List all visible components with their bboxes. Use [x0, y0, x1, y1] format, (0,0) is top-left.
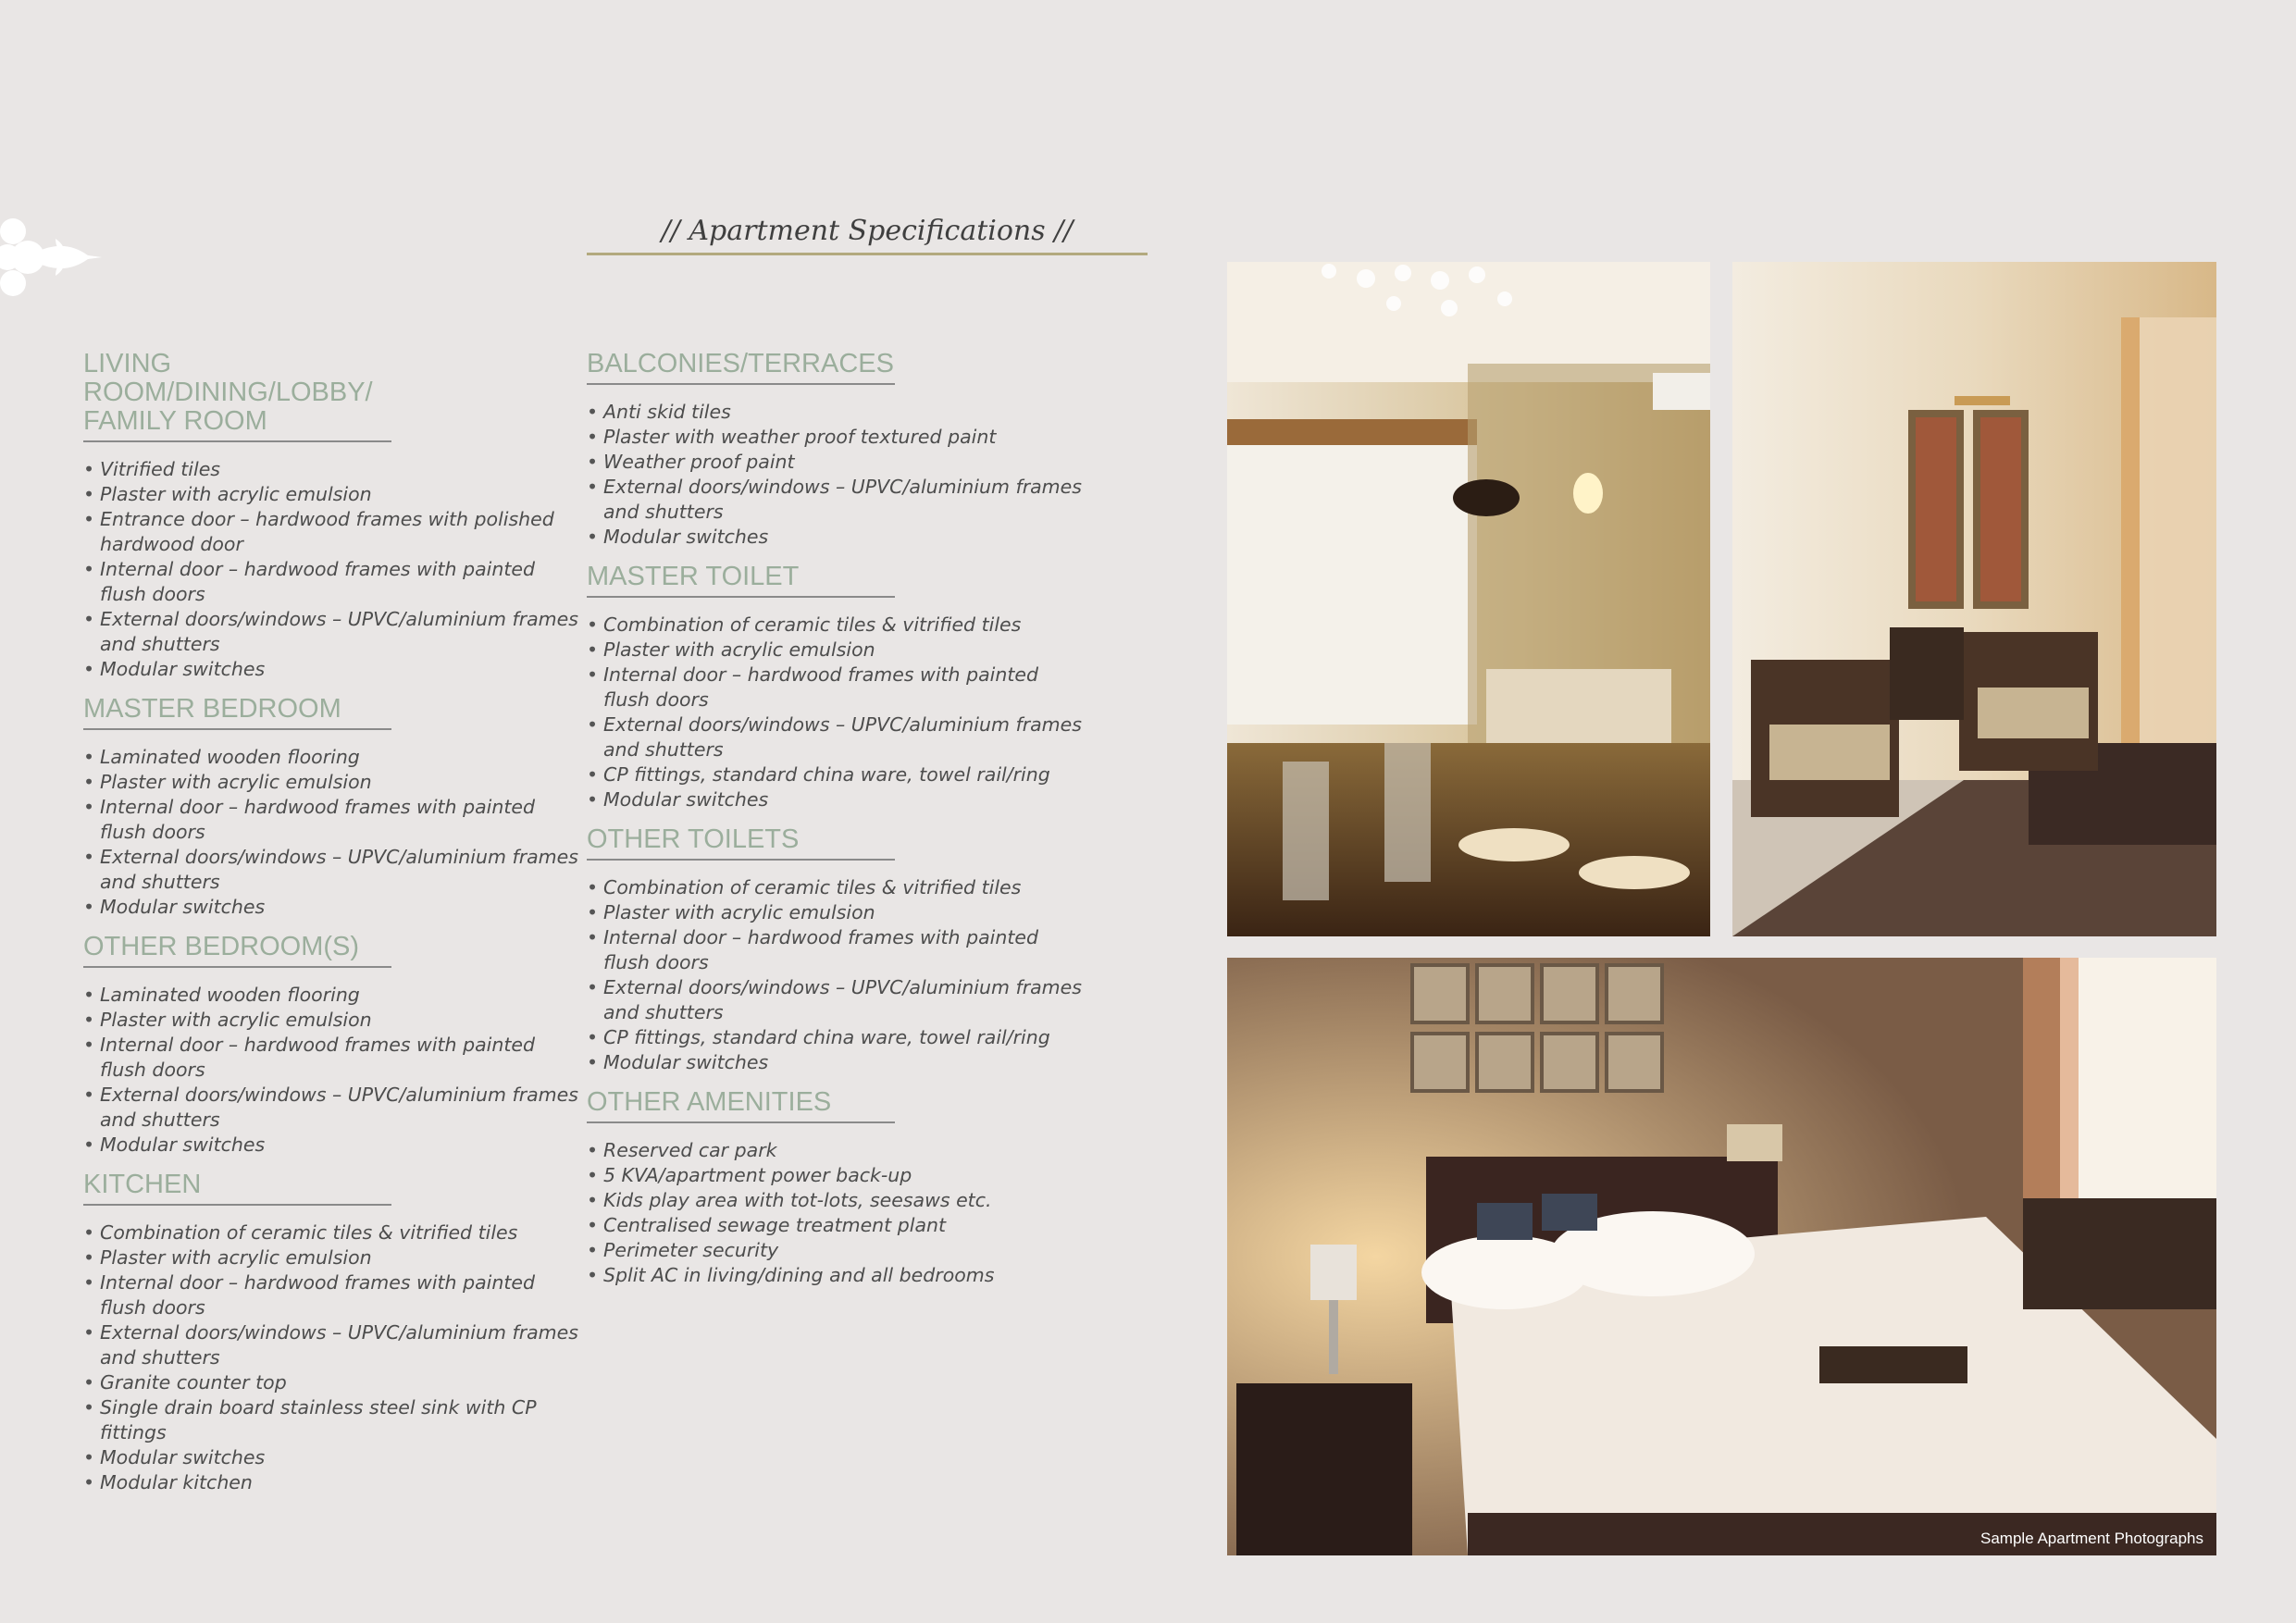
spec-item: • Kids play area with tot-lots, seesaws etc. [587, 1188, 1086, 1213]
spec-item: • Anti skid tiles [587, 400, 1086, 425]
spec-item: • External doors/windows – UPVC/aluminium frames and shutters [83, 607, 583, 657]
section-heading: KITCHEN [83, 1171, 391, 1206]
spec-item: • Vitrified tiles [83, 457, 583, 482]
section-heading: LIVING ROOM/DINING/LOBBY/ FAMILY ROOM [83, 350, 391, 442]
spec-item: • Internal door – hardwood frames with painted flush doors [587, 663, 1086, 712]
bedroom-photo [1227, 958, 2216, 1555]
spec-item: • Laminated wooden flooring [83, 983, 583, 1008]
spec-list [83, 983, 583, 1158]
spec-item: • Modular switches [83, 895, 583, 920]
spec-section [83, 695, 583, 920]
spec-item: • Combination of ceramic tiles & vitrified tiles [587, 613, 1086, 638]
spec-section [587, 1088, 1086, 1288]
spec-section [587, 825, 1086, 1075]
sitting-area-photo [1732, 262, 2216, 936]
spec-item: • Plaster with acrylic emulsion [83, 1245, 583, 1270]
spec-item: • Internal door – hardwood frames with painted flush doors [83, 1033, 583, 1083]
spec-item: • Modular switches [587, 1050, 1086, 1075]
spec-item: • Modular switches [83, 657, 583, 682]
page-title: // Apartment Specifications // [587, 215, 1148, 255]
spec-item: • Granite counter top [83, 1370, 583, 1395]
spec-section [587, 350, 1086, 550]
spec-item: • Split AC in living/dining and all bedrooms [587, 1263, 1086, 1288]
spec-item: • Combination of ceramic tiles & vitrified tiles [587, 875, 1086, 900]
spec-item: • External doors/windows – UPVC/aluminium frames and shutters [587, 712, 1086, 762]
spec-list [83, 1220, 583, 1495]
spec-item: • Modular kitchen [83, 1470, 583, 1495]
spec-list [83, 457, 583, 682]
spec-item: • Weather proof paint [587, 450, 1086, 475]
section-heading: MASTER TOILET [587, 563, 895, 598]
spec-item: • Plaster with acrylic emulsion [83, 482, 583, 507]
section-heading: OTHER TOILETS [587, 825, 895, 861]
spec-item: • External doors/windows – UPVC/aluminium frames and shutters [83, 1320, 583, 1370]
spec-item: • External doors/windows – UPVC/aluminium frames and shutters [587, 975, 1086, 1025]
dining-room-photo [1227, 262, 1710, 936]
spec-list [587, 1138, 1086, 1288]
spec-list [587, 875, 1086, 1075]
section-heading: MASTER BEDROOM [83, 695, 391, 730]
spec-item: • Centralised sewage treatment plant [587, 1213, 1086, 1238]
spec-item: • Plaster with acrylic emulsion [587, 900, 1086, 925]
spec-item: • Plaster with acrylic emulsion [83, 1008, 583, 1033]
spec-item: • CP fittings, standard china ware, towel rail/ring [587, 762, 1086, 787]
left-spec-column [83, 350, 583, 1508]
spec-item: • External doors/windows – UPVC/aluminium frames and shutters [587, 475, 1086, 525]
spec-section [83, 933, 583, 1158]
spec-section [83, 1171, 583, 1495]
spec-item: • Modular switches [587, 787, 1086, 812]
spec-item: • Single drain board stainless steel sink with CP fittings [83, 1395, 583, 1445]
spec-list [83, 745, 583, 920]
spec-item: • Modular switches [587, 525, 1086, 550]
spec-list [587, 613, 1086, 812]
spec-item: • Plaster with acrylic emulsion [587, 638, 1086, 663]
spec-item: • CP fittings, standard china ware, towel rail/ring [587, 1025, 1086, 1050]
spec-section [587, 563, 1086, 812]
spec-section [83, 350, 583, 682]
spec-item: • External doors/windows – UPVC/aluminium frames and shutters [83, 845, 583, 895]
spec-item: • Laminated wooden flooring [83, 745, 583, 770]
spec-item: • Internal door – hardwood frames with painted flush doors [83, 795, 583, 845]
spec-item: • Internal door – hardwood frames with painted flush doors [83, 557, 583, 607]
fleur-ornament-icon [0, 211, 111, 304]
spec-item: • Plaster with weather proof textured paint [587, 425, 1086, 450]
section-heading: OTHER AMENITIES [587, 1088, 895, 1123]
spec-item: • 5 KVA/apartment power back-up [587, 1163, 1086, 1188]
spec-item: • Reserved car park [587, 1138, 1086, 1163]
spec-item: • Combination of ceramic tiles & vitrified tiles [83, 1220, 583, 1245]
spec-item: • External doors/windows – UPVC/aluminium frames and shutters [83, 1083, 583, 1133]
spec-item: • Modular switches [83, 1133, 583, 1158]
spec-item: • Modular switches [83, 1445, 583, 1470]
spec-item: • Internal door – hardwood frames with painted flush doors [587, 925, 1086, 975]
spec-item: • Perimeter security [587, 1238, 1086, 1263]
photo-caption: Sample Apartment Photographs [1980, 1530, 2203, 1547]
spec-item: • Internal door – hardwood frames with painted flush doors [83, 1270, 583, 1320]
section-heading: OTHER BEDROOM(S) [83, 933, 391, 968]
spec-list [587, 400, 1086, 550]
spec-item: • Plaster with acrylic emulsion [83, 770, 583, 795]
right-spec-column [587, 350, 1086, 1301]
section-heading: BALCONIES/TERRACES [587, 350, 895, 385]
spec-item: • Entrance door – hardwood frames with polished hardwood door [83, 507, 583, 557]
